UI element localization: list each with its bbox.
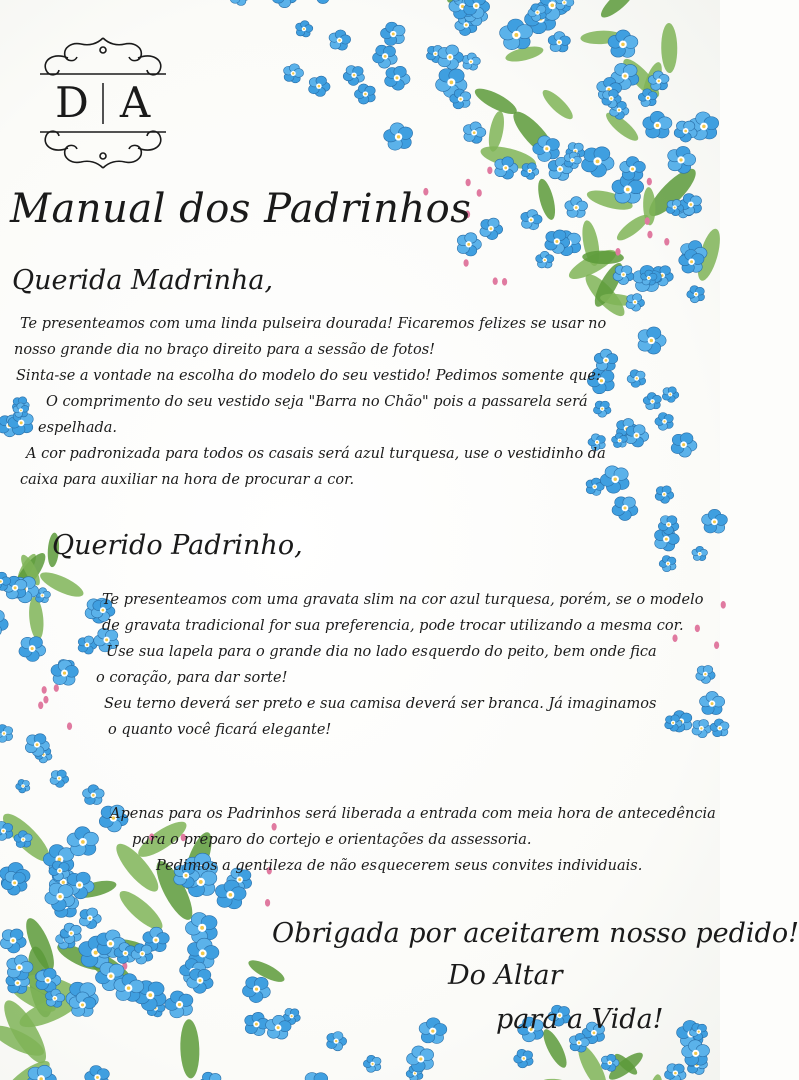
padrinho-heading: Querido Padrinho, — [52, 530, 303, 561]
monogram-letter-left: D — [55, 78, 89, 127]
flower-icon — [327, 1032, 347, 1051]
flower-icon — [692, 546, 708, 560]
flower-icon — [79, 908, 101, 929]
bud-icon — [721, 601, 726, 609]
flower-icon — [659, 556, 676, 572]
flower-icon — [310, 0, 335, 4]
bud-icon — [695, 625, 700, 633]
padrinho-line: o coração, para dar sorte! — [96, 670, 288, 686]
bud-icon — [493, 277, 498, 285]
madrinha-line: Sinta-se a vontade na escolha do modelo do seu vestido! Pedimos somente que: — [16, 368, 601, 384]
bud-icon — [645, 217, 650, 225]
bud-icon — [647, 178, 652, 186]
flower-icon — [655, 413, 673, 431]
flower-icon — [696, 665, 715, 683]
flower-icon — [199, 1072, 222, 1080]
bud-icon — [67, 722, 72, 730]
flower-icon — [643, 393, 661, 410]
flower-icon — [381, 22, 406, 45]
flower-icon — [16, 779, 30, 792]
flower-icon — [329, 30, 351, 50]
bud-icon — [714, 641, 719, 649]
bud-icon — [477, 189, 482, 197]
bud-icon — [265, 899, 270, 907]
bud-icon — [54, 684, 59, 692]
flower-icon — [671, 433, 697, 457]
madrinha-line: Te presenteamos com uma linda pulseira dourada! Ficaremos felizes se usar no — [20, 316, 607, 332]
bud-icon — [664, 238, 669, 246]
bud-icon — [615, 248, 620, 256]
flower-icon — [600, 466, 629, 493]
flower-icon — [0, 929, 26, 953]
flower-icon — [385, 66, 410, 90]
flower-icon — [565, 197, 588, 218]
leaf-icon — [645, 1073, 664, 1080]
flower-icon — [354, 84, 375, 104]
flower-icon — [700, 691, 725, 714]
madrinha-line: A cor padronizada para todos os casais será azul turquesa, use o vestidinho da — [26, 446, 606, 462]
flower-icon — [626, 294, 645, 312]
flower-icon — [702, 509, 728, 533]
flower-icon — [284, 64, 304, 83]
flower-icon — [582, 147, 614, 177]
flower-icon — [83, 785, 105, 805]
flower-icon — [480, 218, 503, 240]
bud-icon — [43, 696, 48, 704]
bud-icon — [38, 701, 43, 709]
madrinha-line: nosso grande dia no braço direito para a sessão de fotos! — [14, 342, 436, 358]
flower-icon — [710, 719, 729, 737]
flower-icon — [643, 111, 672, 138]
leaf-icon — [614, 211, 652, 244]
flower-icon — [363, 1055, 381, 1072]
madrinha-line: caixa para auxiliar na hora de procurar a cor. — [20, 472, 355, 488]
flower-icon — [384, 123, 413, 150]
leaf-icon — [486, 110, 507, 153]
flower-icon — [272, 0, 297, 8]
flower-icon — [19, 637, 46, 662]
flower-icon — [373, 45, 398, 68]
flower-icon — [638, 327, 666, 354]
bud-icon — [502, 278, 507, 286]
padrinho-line: Use sua lapela para o grande dia no lado esquerdo do peito, bem onde fica — [106, 644, 657, 660]
flower-icon — [593, 401, 611, 417]
flower-icon — [50, 770, 69, 788]
flower-icon — [67, 827, 98, 856]
madrinha-heading: Querida Madrinha, — [12, 265, 274, 296]
flower-icon — [187, 969, 213, 993]
bud-icon — [487, 167, 492, 175]
bud-icon — [272, 823, 277, 831]
flower-icon — [85, 1065, 110, 1080]
flower-icon — [0, 725, 13, 743]
padrinho-line: Seu terno deverá ser preto e sua camisa deverá ser branca. Já imaginamos — [104, 696, 657, 712]
page-title: Manual dos Padrinhos — [10, 186, 472, 232]
notice-line: para o preparo do cortejo e orientações da assessoria. — [132, 832, 532, 848]
flower-icon — [627, 370, 646, 388]
flower-icon — [521, 163, 539, 180]
leaf-icon — [597, 0, 640, 22]
flower-icon — [692, 719, 711, 737]
monogram-letter-right: A — [119, 78, 151, 127]
leaf-icon — [472, 84, 520, 119]
closing-line-3: para a Vida! — [496, 1004, 664, 1035]
leaf-icon — [539, 86, 577, 123]
flower-icon — [536, 251, 554, 268]
leaf-icon — [661, 23, 678, 73]
flower-icon — [230, 0, 249, 5]
notice-line: Pedimos a gentileza de não esquecerem seus convites individuais. — [156, 858, 643, 874]
padrinho-line: o quanto você ficará elegante! — [108, 722, 332, 738]
bud-icon — [672, 634, 677, 642]
notice-line: Apenas para os Padrinhos será liberada a entrada com meia hora de antecedência — [110, 806, 716, 822]
flower-icon — [302, 1073, 330, 1080]
flower-icon — [165, 991, 193, 1018]
flower-icon — [514, 1049, 533, 1068]
flower-icon — [612, 497, 638, 521]
bud-icon — [647, 231, 652, 239]
flower-icon — [521, 210, 542, 230]
bud-icon — [42, 686, 47, 694]
flower-icon — [662, 387, 679, 403]
flower-icon — [0, 821, 13, 840]
flower-icon — [463, 122, 485, 143]
flower-icon — [462, 53, 480, 70]
bud-icon — [463, 259, 468, 267]
flower-icon — [625, 425, 649, 447]
closing-line-2: Do Altar — [448, 960, 563, 991]
flower-icon — [674, 121, 697, 142]
padrinho-line: de gravata tradicional for sua preferencia, pode trocar utilizando a mesma cor. — [102, 618, 684, 634]
flower-icon — [343, 66, 364, 86]
flower-icon — [438, 45, 463, 69]
flower-icon — [0, 610, 8, 637]
flower-icon — [296, 21, 313, 37]
closing-thanks: Obrigada por aceitarem nosso pedido! — [272, 918, 799, 949]
flower-icon — [548, 32, 570, 52]
flower-icon — [655, 486, 674, 503]
madrinha-line: O comprimento do seu vestido seja "Barra no Chão" pois a passarela será — [46, 394, 588, 410]
padrinho-line: Te presenteamos com uma gravata slim na cor azul turquesa, porém, se o modelo — [102, 592, 704, 608]
flower-icon — [457, 233, 481, 256]
madrinha-line: espelhada. — [38, 420, 118, 436]
flower-icon — [620, 157, 646, 181]
flower-icon — [687, 286, 705, 303]
leaf-icon — [540, 1076, 582, 1080]
flower-icon — [665, 1064, 687, 1080]
flower-icon — [2, 871, 27, 895]
flower-icon — [309, 76, 330, 96]
flower-icon — [419, 1018, 447, 1044]
leaf-icon — [27, 596, 45, 641]
leaf-icon — [179, 1019, 200, 1079]
flower-icon — [242, 977, 270, 1003]
